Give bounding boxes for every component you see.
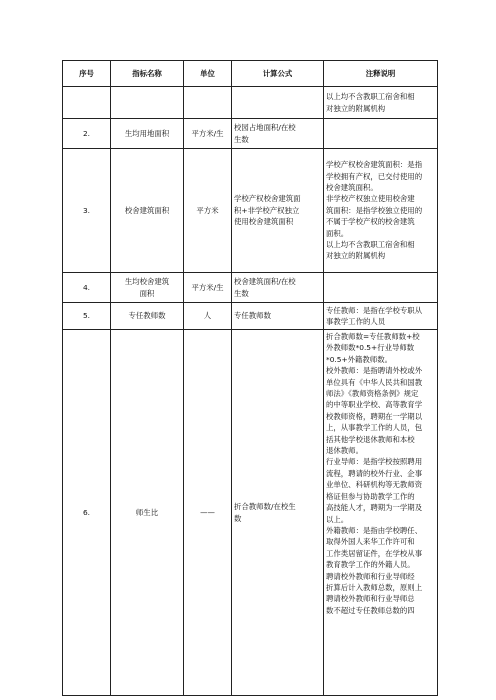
- note-line: 以上。: [326, 514, 349, 524]
- table-row: [63, 303, 438, 330]
- note-line: 折合教师数=专任教师数+校: [326, 332, 420, 341]
- note-line: 折算后计入教师总数，原则上: [326, 582, 423, 592]
- header-notes: 注释说明: [324, 61, 438, 87]
- row-name: 校舍建筑面积: [111, 149, 184, 273]
- note-line: 不属于学校产权的校舍建筑: [326, 217, 415, 227]
- note-line: 面积。: [326, 228, 349, 238]
- note-line: 对独立的附属机构: [326, 251, 386, 261]
- row-unit: [184, 87, 232, 119]
- name-line: 面积: [139, 288, 155, 298]
- table-row: [63, 119, 438, 149]
- note-line: 括其他学校退休教师和本校: [326, 434, 415, 444]
- row-name: [111, 87, 184, 119]
- note-line: 教育教学工作的外籍人员。: [326, 560, 415, 570]
- row-name: 师生比: [111, 330, 184, 696]
- note-line: 退休教师。: [326, 446, 363, 456]
- row-formula: [232, 87, 324, 119]
- row-name: 专任教师数: [111, 303, 184, 330]
- table-row: [63, 273, 438, 303]
- row-unit: 平方米/生: [184, 273, 232, 303]
- note-line: 对独立的附属机构: [326, 103, 386, 113]
- header-index: 序号: [63, 61, 111, 87]
- row-name: [111, 273, 184, 303]
- formula-line: 生数: [234, 134, 249, 144]
- row-index: 5.: [63, 303, 111, 330]
- note-line: 外籍教师：是指由学校聘任、: [326, 525, 423, 535]
- row-note: [324, 119, 438, 149]
- row-unit: ——: [184, 330, 232, 696]
- row-note: [324, 87, 438, 119]
- row-formula: [232, 119, 324, 149]
- row-note: [324, 273, 438, 303]
- formula-line: 折合教师数/在校生: [234, 502, 296, 512]
- table-row: [63, 330, 438, 696]
- row-index: 2.: [63, 119, 111, 149]
- formula-line: 生数: [234, 288, 249, 298]
- row-index: 6.: [63, 330, 111, 696]
- note-line: 学校拥有产权，已交付使用的: [326, 171, 423, 181]
- note-line: 学校产权校舍建筑面积：是指: [326, 160, 423, 170]
- formula-line: 校园占地面积/在校: [234, 123, 296, 133]
- note-line: 以上均不含教职工宿舍和相: [326, 240, 415, 250]
- note-line: 校外教师：是指聘请外校或外: [326, 366, 423, 376]
- note-line: 格证但参与协助教学工作的: [326, 491, 415, 501]
- note-line: 的中等职业学校、高等教育学: [326, 400, 423, 410]
- note-line: 工作类居留证件，在学校从事: [326, 548, 423, 558]
- row-name: 生均用地面积: [111, 119, 184, 149]
- row-note: [324, 303, 438, 330]
- note-line: 单位具有《中华人民共和国教: [326, 377, 423, 387]
- row-index: 3.: [63, 149, 111, 273]
- header-indicator-name: 指标名称: [111, 61, 184, 87]
- note-line: 以上均不含教职工宿舍和相: [326, 92, 415, 102]
- note-line: 事教学工作的人员: [326, 317, 386, 326]
- note-line: 流程，聘请的校外行业、企事: [326, 468, 423, 478]
- note-line: 聘请校外教师和行业导师总: [326, 594, 415, 604]
- row-formula: [232, 330, 324, 696]
- note-line: 专任教师：是指在学校专职从: [326, 305, 423, 315]
- formula-line: 积+非学校产权独立: [234, 205, 300, 215]
- formula-line: 学校产权校舍建筑面: [234, 194, 301, 204]
- row-unit: 平方米/生: [184, 119, 232, 149]
- note-line: 取得外国人来华工作许可和: [326, 537, 415, 547]
- note-line: 师法》《教师资格条例》规定: [326, 389, 419, 399]
- row-index: 4.: [63, 273, 111, 303]
- note-line: 业单位、科研机构等无教师资: [326, 480, 423, 490]
- formula-line: 数: [234, 513, 242, 523]
- row-note: [324, 149, 438, 273]
- row-formula: [232, 149, 324, 273]
- note-line: 校教师资格，聘期在一学期以: [326, 411, 423, 421]
- name-line: 生均校舍建筑: [124, 277, 170, 287]
- note-line: 聘请校外教师和行业导师经: [326, 571, 415, 581]
- note-line: 高技能人才，聘期为一学期及: [326, 503, 423, 513]
- table-row: [63, 87, 438, 119]
- table-header-row: [63, 61, 438, 87]
- table-row: [63, 149, 438, 273]
- note-line: 行业导师：是指学校按照聘用: [326, 457, 423, 467]
- row-formula: [232, 303, 324, 330]
- note-line: 数不超过专任教师总数的四: [326, 605, 415, 615]
- header-unit: 单位: [184, 61, 232, 87]
- note-line: 外教师数*0.5+行业导师数: [326, 343, 415, 353]
- note-line: 校舍建筑面积。: [326, 182, 378, 192]
- note-line: 筑面积：是指学校独立使用的: [326, 205, 423, 215]
- formula-line: 使用校舍建筑面积: [234, 217, 294, 227]
- row-index: [63, 87, 111, 119]
- row-unit: 人: [184, 303, 232, 330]
- header-formula: 计算公式: [232, 61, 324, 87]
- note-line: *0.5+外籍教师数。: [326, 354, 392, 364]
- formula-line: 校舍建筑面积/在校: [234, 277, 296, 287]
- note-line: 上，从事教学工作的人员，包: [326, 423, 423, 433]
- row-unit: 平方米: [184, 149, 232, 273]
- formula-line: 专任教师数: [234, 311, 271, 321]
- note-line: 非学校产权独立使用校舍建: [326, 194, 415, 204]
- row-note: [324, 330, 438, 696]
- indicator-table: [62, 60, 438, 696]
- row-formula: [232, 273, 324, 303]
